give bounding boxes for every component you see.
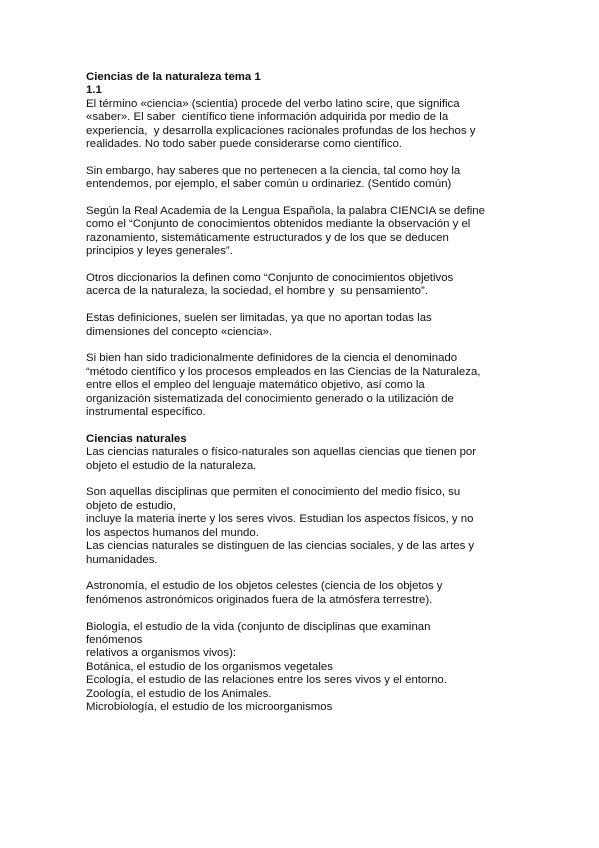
text-line: Zoología, el estudio de los Animales.: [86, 687, 272, 700]
text-line: «saber». El saber científico tiene información adquirida por medio de la: [86, 111, 449, 124]
intro-paragraph: [86, 98, 566, 152]
intro-paragraph: [86, 165, 566, 192]
text-line: como el “Conjunto de conocimientos obtenidos mediante la observación y el: [86, 218, 471, 231]
text-line: Microbiología, el estudio de los microorganismos: [86, 700, 333, 713]
natural-paragraph: [86, 580, 566, 607]
text-line: experiencia, y desarrolla explicaciones racionales profundas de los hechos y: [86, 124, 476, 137]
text-line: Biología, el estudio de la vida (conjunto de disciplinas que examinan: [86, 620, 431, 633]
text-line: Otros diccionarios la definen como “Conjunto de conocimientos objetivos: [86, 272, 454, 285]
text-line: Botánica, el estudio de los organismos vegetales: [86, 660, 333, 673]
text-line: Ecología, el estudio de las relaciones entre los seres vivos y el entorno.: [86, 674, 447, 687]
text-line: incluye la materia inerte y los seres vivos. Estudian los aspectos físicos, y no: [86, 513, 474, 526]
intro-paragraph: [86, 272, 566, 299]
text-line: Estas definiciones, suelen ser limitadas, ya que no aportan todas las: [86, 312, 432, 325]
text-line: Son aquellas disciplinas que permiten el conocimiento del medio físico, su: [86, 486, 461, 499]
text-line: humanidades.: [86, 553, 158, 566]
natural-paragraph: [86, 621, 566, 715]
text-line: Astronomía, el estudio de los objetos celestes (ciencia de los objetos y: [86, 580, 443, 593]
text-line: relativos a organismos vivos):: [86, 647, 237, 660]
text-line: dimensiones del concepto «ciencia».: [86, 325, 273, 338]
natural-sciences-section: [86, 446, 566, 714]
natural-paragraph: [86, 446, 566, 473]
text-line: entre ellos el empleo del lenguaje matemático objetivo, así como la: [86, 379, 425, 392]
text-line: razonamiento, sistemáticamente estructurados y de los que se deducen: [86, 231, 449, 244]
text-line: objeto de estudio,: [86, 499, 176, 512]
section-number: 1.1: [86, 84, 102, 97]
text-line: entendemos, por ejemplo, el saber común u ordinariez. (Sentido común): [86, 178, 452, 191]
text-line: organización sistematizada del conocimiento generado o la utilización de: [86, 392, 454, 405]
subheading-ciencias-naturales: Ciencias naturales: [86, 432, 187, 445]
text-line: realidades. No todo saber puede considerarse como científico.: [86, 138, 402, 151]
text-line: principios y leyes generales”.: [86, 245, 233, 258]
text-line: fenómenos: [86, 633, 143, 646]
text-line: El término «ciencia» (scientia) procede del verbo latino scire, que significa: [86, 97, 460, 110]
text-line: “método científico y los procesos empleados en las Ciencias de la Naturaleza,: [86, 365, 481, 378]
text-line: los aspectos humanos del mundo.: [86, 526, 259, 539]
text-line: Según la Real Academia de la Lengua Española, la palabra CIENCIA se define: [86, 205, 485, 218]
intro-section: [86, 98, 566, 420]
text-line: Si bien han sido tradicionalmente definidores de la ciencia el denominado: [86, 352, 458, 365]
document-body: [86, 71, 566, 728]
text-line: instrumental específico.: [86, 406, 206, 419]
text-line: Sin embargo, hay saberes que no pertenecen a la ciencia, tal como hoy la: [86, 164, 461, 177]
text-line: fenómenos astronómicos originados fuera de la atmósfera terrestre).: [86, 593, 433, 606]
natural-paragraph: [86, 486, 566, 566]
text-line: Las ciencias naturales se distinguen de las ciencias sociales, y de las artes y: [86, 540, 475, 553]
text-line: objeto el estudio de la naturaleza.: [86, 459, 257, 472]
intro-paragraph: [86, 352, 566, 419]
document-title: Ciencias de la naturaleza tema 1: [86, 71, 261, 83]
text-line: Las ciencias naturales o físico-naturales son aquellas ciencias que tienen por: [86, 446, 477, 459]
text-line: acerca de la naturaleza, la sociedad, el hombre y su pensamiento”.: [86, 285, 428, 298]
intro-paragraph: [86, 312, 566, 339]
intro-paragraph: [86, 205, 566, 259]
